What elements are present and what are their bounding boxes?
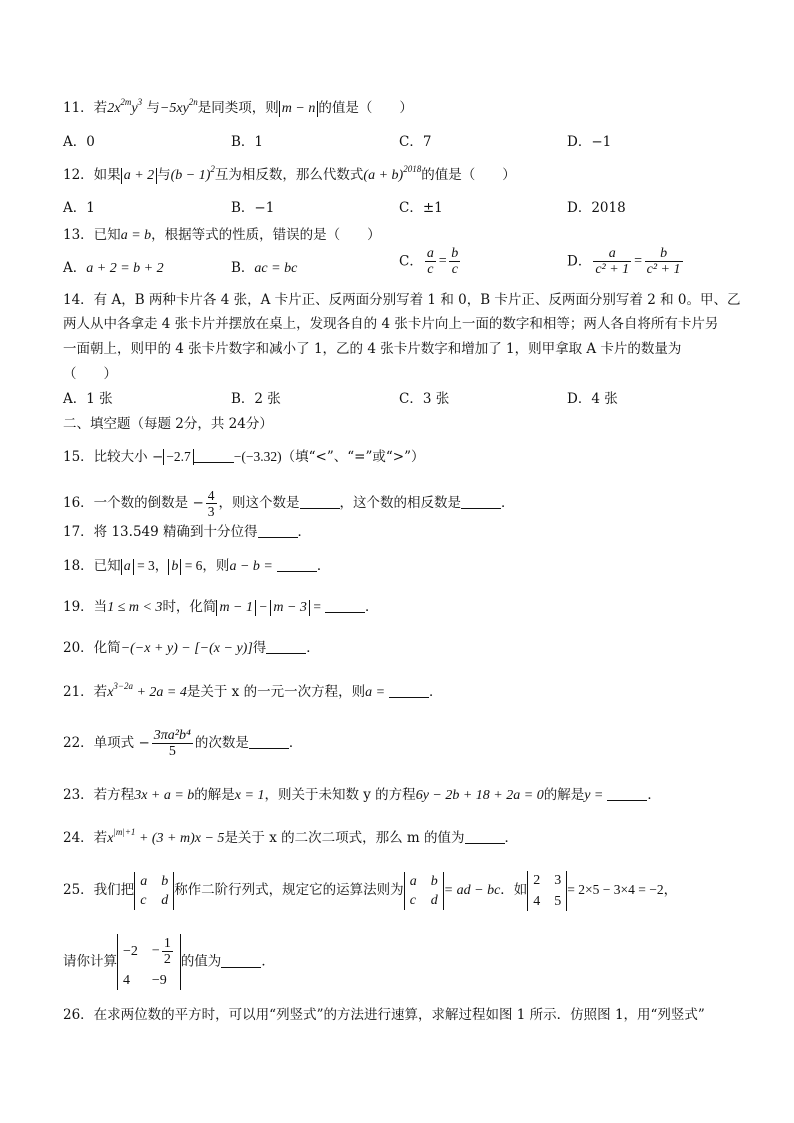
question-21: 21．若$x^{3-2a} + 2a = 4$是关于 x 的一元一次方程，则a = ．	[63, 681, 443, 700]
question-23: 23．若方程3x + a = b的解是x = 1，则关于未知数 y 的方程6y − 2b + 18 + 2a = 0的解是y = ．	[63, 787, 661, 803]
q25-det-example: 2 3 4 5	[527, 871, 567, 911]
q11-term1: $2x^{2m}y^3$	[107, 97, 143, 116]
q15-abs: −2.7	[163, 449, 194, 465]
q12-option-a[interactable]: A．1	[63, 200, 95, 216]
question-26: 26．在求两位数的平方时，可以用“列竖式”的方法进行速算，求解过程如图 1 所示．仿照图 1，用“列竖式”	[63, 1007, 705, 1023]
q12-option-c[interactable]: C．±1	[399, 200, 443, 216]
q11-stem-prefix: 11．若	[63, 100, 108, 116]
question-12: 12．如果 a + 2 与$(b - 1)^2$互为相反数，那么代数式$(a + b)^{2018}$的值是（ ）	[63, 164, 516, 183]
q14-line-4: （ ）	[63, 366, 117, 382]
q12-option-d[interactable]: D．2018	[567, 200, 626, 216]
q14-line-1: 14．有 A，B 两种卡片各 4 张，A 卡片正、反两面分别写着 1 和 0，B 卡片正、反两面分别写着 2 和 0。甲、乙	[63, 292, 741, 308]
q18-answer-blank[interactable]	[277, 557, 317, 572]
q22-answer-blank[interactable]	[249, 734, 289, 749]
q14-option-b[interactable]: B．2 张	[231, 391, 281, 407]
q11-option-c[interactable]: C．7	[399, 134, 432, 150]
question-19: 19．当1 ≤ m < 3时，化简 m − 1 − m − 3 = ．	[63, 599, 379, 615]
q11-option-b[interactable]: B．1	[231, 134, 264, 150]
q13-condition: a = b	[120, 228, 152, 243]
question-22: 22．单项式 − $\frac{\text{3πa²b⁴}}{5}$ 的次数是 ．	[63, 728, 303, 759]
q23-answer-blank[interactable]	[607, 786, 647, 801]
q12-option-b[interactable]: B．−1	[231, 200, 275, 216]
q14-option-d[interactable]: D．4 张	[567, 391, 618, 407]
question-20: 20．化简−(−x + y) − [−(x − y)]得 ．	[63, 640, 320, 656]
q16-answer-blank-1[interactable]	[300, 494, 340, 509]
q12-abs: a + 2	[121, 168, 157, 184]
question-17: 17．将 13.549 精确到十分位得 ．	[63, 524, 311, 540]
q13-option-c[interactable]: C． $\frac{a}{c}$ = $\frac{b}{c}$	[399, 246, 459, 277]
question-13: 13．已知a = b，根据等式的性质，错误的是（ ）	[63, 227, 381, 243]
q17-answer-blank[interactable]	[258, 523, 298, 538]
q20-answer-blank[interactable]	[266, 639, 306, 654]
q11-option-d[interactable]: D．−1	[567, 134, 612, 150]
q11-abs: m − n	[279, 101, 319, 117]
q13-option-d[interactable]: D． $\frac{a}{\text{c² + 1}}$ = $\frac{b}{\text{c² + 1}}$	[567, 246, 681, 277]
question-25-line-2: 请你计算 −2 − $\frac{1}{2}$ 4 −9 的值为 ．	[63, 936, 275, 988]
q11-term2: $-5xy^{2n}$	[159, 97, 198, 116]
q15-answer-blank[interactable]	[194, 448, 234, 463]
q21-answer-blank[interactable]	[389, 683, 429, 698]
q14-line-3: 一面朝上，则甲的 4 张卡片数字和减小了 1，乙的 4 张卡片数字和增加了 1，则甲拿取 A 卡片的数量为	[63, 341, 682, 357]
question-15: 15．比较大小 − −2.7 −(−3.32)（填“<”、“=”或“>”）	[63, 449, 425, 465]
q11-option-a[interactable]: A．0	[63, 134, 95, 150]
question-24: 24．若$x^{|m|+1} + (3 + m)x - 5$是关于 x 的二次二项式，那么 m 的值为 ．	[63, 827, 519, 846]
q25-det-question: −2 − $\frac{1}{2}$ 4 −9	[117, 934, 181, 990]
q13-option-a[interactable]: A．a + 2 = b + 2	[63, 260, 164, 276]
q19-answer-blank[interactable]	[325, 598, 365, 613]
q14-line-2: 两人从中各拿走 4 张卡片并摆放在桌上，发现各自的 4 张卡片向上一面的数字和相等；两人各自将所有卡片另	[63, 316, 719, 332]
section-2-heading: 二、填空题（每题 2分，共 24分）	[63, 416, 273, 432]
q25-answer-blank[interactable]	[221, 953, 261, 968]
question-11: 11．若$2x^{2m}y^3$ 与$-5xy^{2n}$是同类项，则 m − n 的值是（ ）	[63, 97, 413, 116]
q14-option-a[interactable]: A．1 张	[63, 391, 113, 407]
q12-paren: $(b - 1)^2$	[170, 164, 215, 183]
q12-paren2: $(a + b)^{2018}$	[363, 164, 422, 183]
q25-det-generic: a b c d	[134, 872, 174, 910]
q24-answer-blank[interactable]	[465, 829, 505, 844]
question-25: 25．我们把 a b c d 称作二阶行列式，规定它的运算法则为 a b c d = ad − bc．如 2 3 4 5 = 2×5 − 3×4 = −2，	[63, 872, 678, 909]
q25-det-rule: a b c d	[404, 872, 444, 910]
q13-option-b[interactable]: B．ac = bc	[231, 260, 298, 276]
q16-answer-blank-2[interactable]	[461, 494, 501, 509]
question-16: 16．一个数的倒数是 − $\frac{4}{3}$ ，则这个数是 ，这个数的相反数是 ．	[63, 488, 515, 519]
q14-option-c[interactable]: C．3 张	[399, 391, 450, 407]
question-18: 18．已知 a = 3， b = 6，则a − b = ．	[63, 558, 331, 574]
